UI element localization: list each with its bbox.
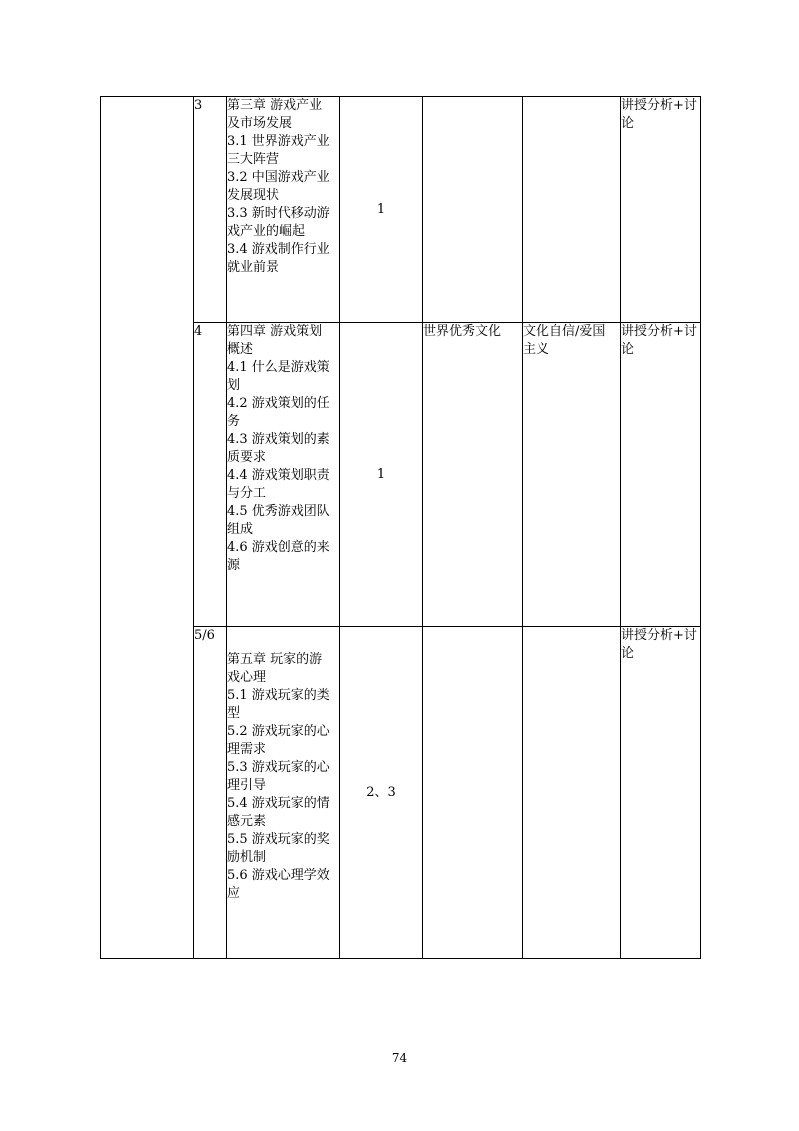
content-cell: 第三章 游戏产业 及市场发展 3.1 世界游戏产业 三大阵营 3.2 中国游戏产业 发展现状 3.3 新时代移动游 戏产业的崛起 3.4 游戏制作行业 就业前景 [227,97,340,323]
method-cell: 讲授分析+讨 论 [621,323,701,627]
element-cell [423,627,523,959]
hours-cell: 1 [340,323,423,627]
table-row [101,97,701,323]
merged-first-column-cell [101,97,194,959]
week-cell: 4 [194,323,227,627]
method-cell: 讲授分析+讨 论 [621,97,701,323]
element-cell [423,97,523,323]
content-cell: 第四章 游戏策划 概述 4.1 什么是游戏策 划 4.2 游戏策划的任 务 4.3 游戏策划的素 质要求 4.4 游戏策划职责 与分工 4.5 优秀游戏团队 组成 4.6 游戏创意的来 源 [227,323,340,627]
week-cell: 5/6 [194,627,227,959]
hours-cell: 1 [340,97,423,323]
method-cell: 讲授分析+讨 论 [621,627,701,959]
value-cell: 文化自信/爱国 主义 [523,323,621,627]
page-number: 74 [391,1051,408,1065]
content-cell: 第五章 玩家的游 戏心理 5.1 游戏玩家的类 型 5.2 游戏玩家的心 理需求 5.3 游戏玩家的心 理引导 5.4 游戏玩家的情 感元素 5.5 游戏玩家的奖 励机制 5.6 游戏心理学效 应 [227,627,340,959]
value-cell [523,627,621,959]
syllabus-table [100,96,701,959]
element-cell: 世界优秀文化 [423,323,523,627]
value-cell [523,97,621,323]
hours-cell: 2、3 [340,627,423,959]
week-cell: 3 [194,97,227,323]
